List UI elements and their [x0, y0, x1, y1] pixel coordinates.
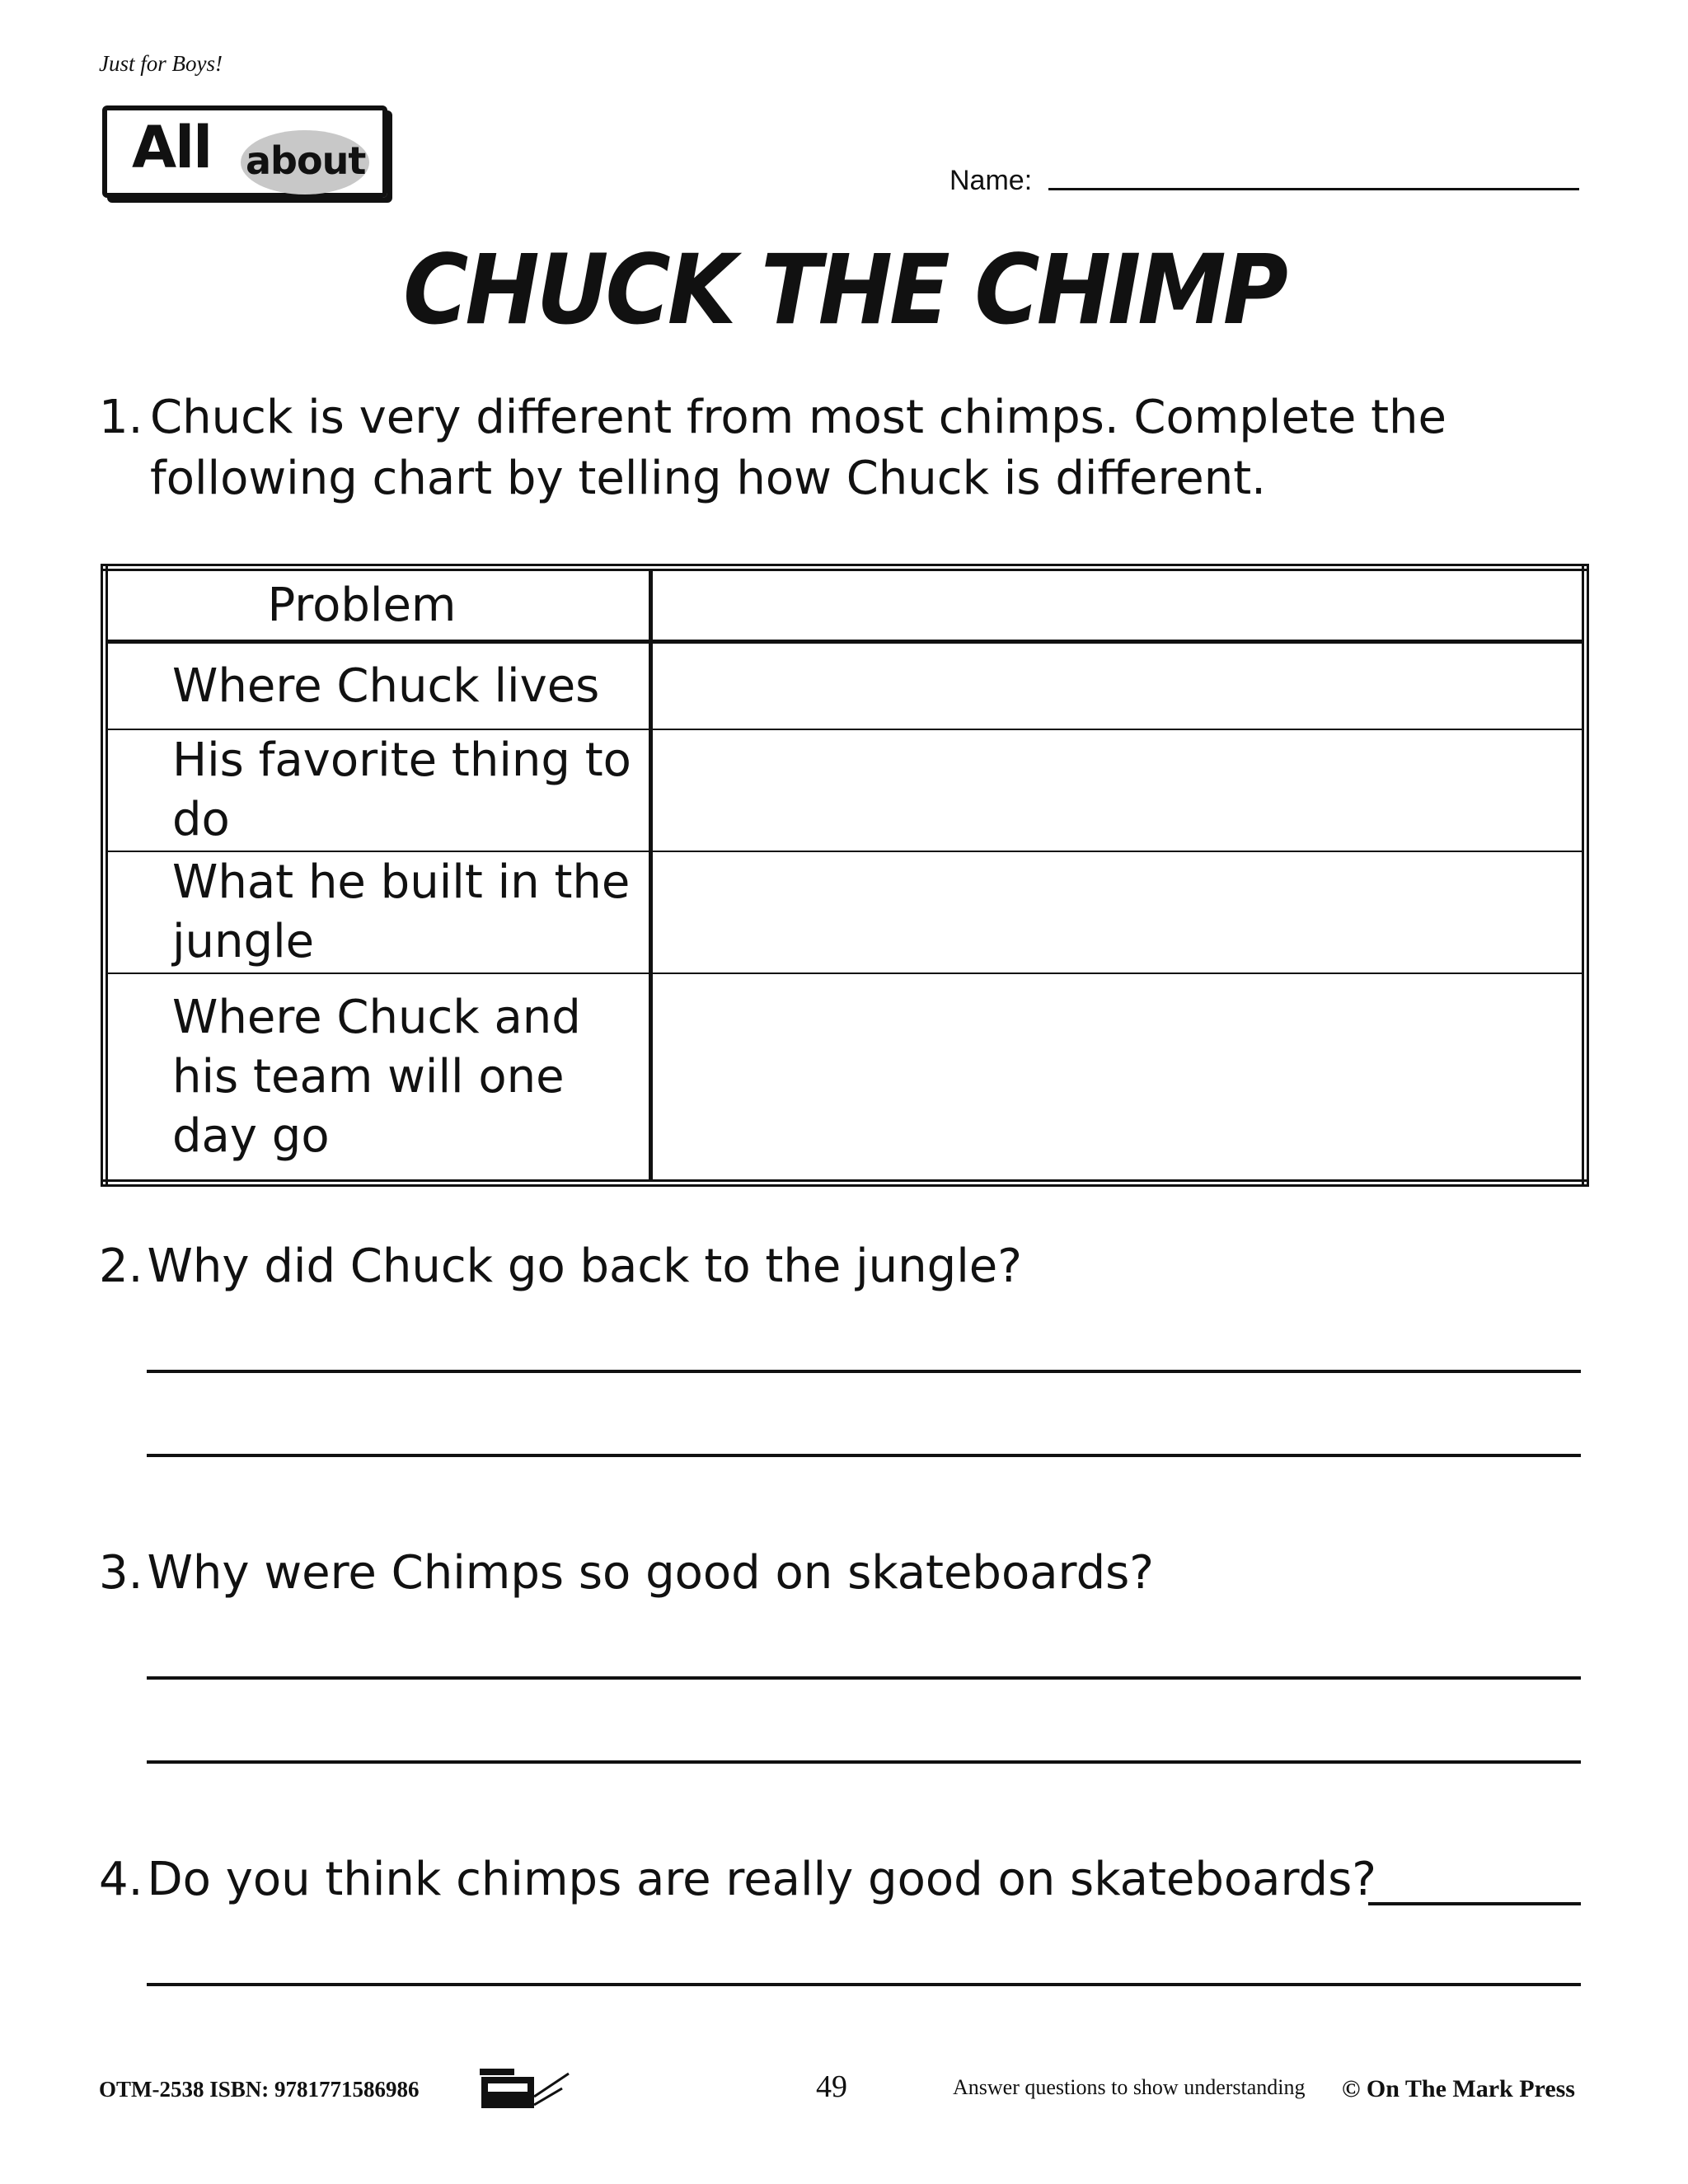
question-2-number: 2. [99, 1240, 143, 1293]
chart-header-answer [651, 568, 1586, 642]
logo-about-text: about [246, 138, 366, 183]
question-3-text: Why were Chimps so good on skateboards? [147, 1546, 1155, 1600]
question-3-number: 3. [99, 1546, 143, 1600]
question-1-text: Chuck is very different from most chimps. Complete the following chart by telling how Chuck is different. [150, 391, 1447, 505]
answer-line-short[interactable] [1368, 1902, 1581, 1905]
logo-all-text: All [132, 114, 212, 181]
answer-line[interactable] [147, 1454, 1581, 1457]
chart-row [105, 973, 1586, 1183]
question-1 [99, 387, 1582, 509]
chart-answer-cell[interactable] [651, 729, 1586, 851]
chart-row-label: His favorite thing to do [105, 729, 651, 851]
chart-row-label: Where Chuck and his team will one day go [105, 973, 651, 1183]
answer-line[interactable] [147, 1983, 1581, 1986]
question-2-text: Why did Chuck go back to the jungle? [147, 1240, 1022, 1293]
chart-row [105, 642, 1586, 729]
footer-copyright: © On The Mark Press [1342, 2075, 1575, 2102]
question-4 [99, 1849, 1376, 1910]
chart-row-label: Where Chuck lives [105, 642, 651, 729]
answer-line[interactable] [147, 1370, 1581, 1373]
page-number: 49 [816, 2069, 847, 2104]
name-label: Name: [950, 165, 1033, 196]
question-4-text: Do you think chimps are really good on skateboards? [147, 1853, 1376, 1906]
chart-row [105, 851, 1586, 973]
name-field-line[interactable] [1048, 188, 1579, 190]
chart-answer-cell[interactable] [651, 851, 1586, 973]
chart-row-label: What he built in the jungle [105, 851, 651, 973]
footer-isbn: OTM-2538 ISBN: 9781771586986 [99, 2077, 420, 2102]
answer-line[interactable] [147, 1676, 1581, 1680]
chart-row [105, 729, 1586, 851]
footer-note: Answer questions to show understanding [953, 2075, 1306, 2099]
all-about-logo [102, 105, 387, 198]
chart-answer-cell[interactable] [651, 973, 1586, 1183]
series-title: Just for Boys! [99, 51, 223, 76]
chart-header-row [105, 568, 1586, 642]
printing-press-icon [476, 2064, 575, 2113]
question-2 [99, 1236, 1022, 1297]
question-1-number: 1. [99, 391, 143, 444]
page-title: CHUCK THE CHIMP [403, 235, 1285, 346]
chart-header-problem: Problem [105, 568, 651, 642]
question-3 [99, 1543, 1154, 1604]
chart-answer-cell[interactable] [651, 642, 1586, 729]
question-4-number: 4. [99, 1853, 143, 1906]
answer-line[interactable] [147, 1760, 1581, 1764]
difference-chart [101, 564, 1589, 1187]
